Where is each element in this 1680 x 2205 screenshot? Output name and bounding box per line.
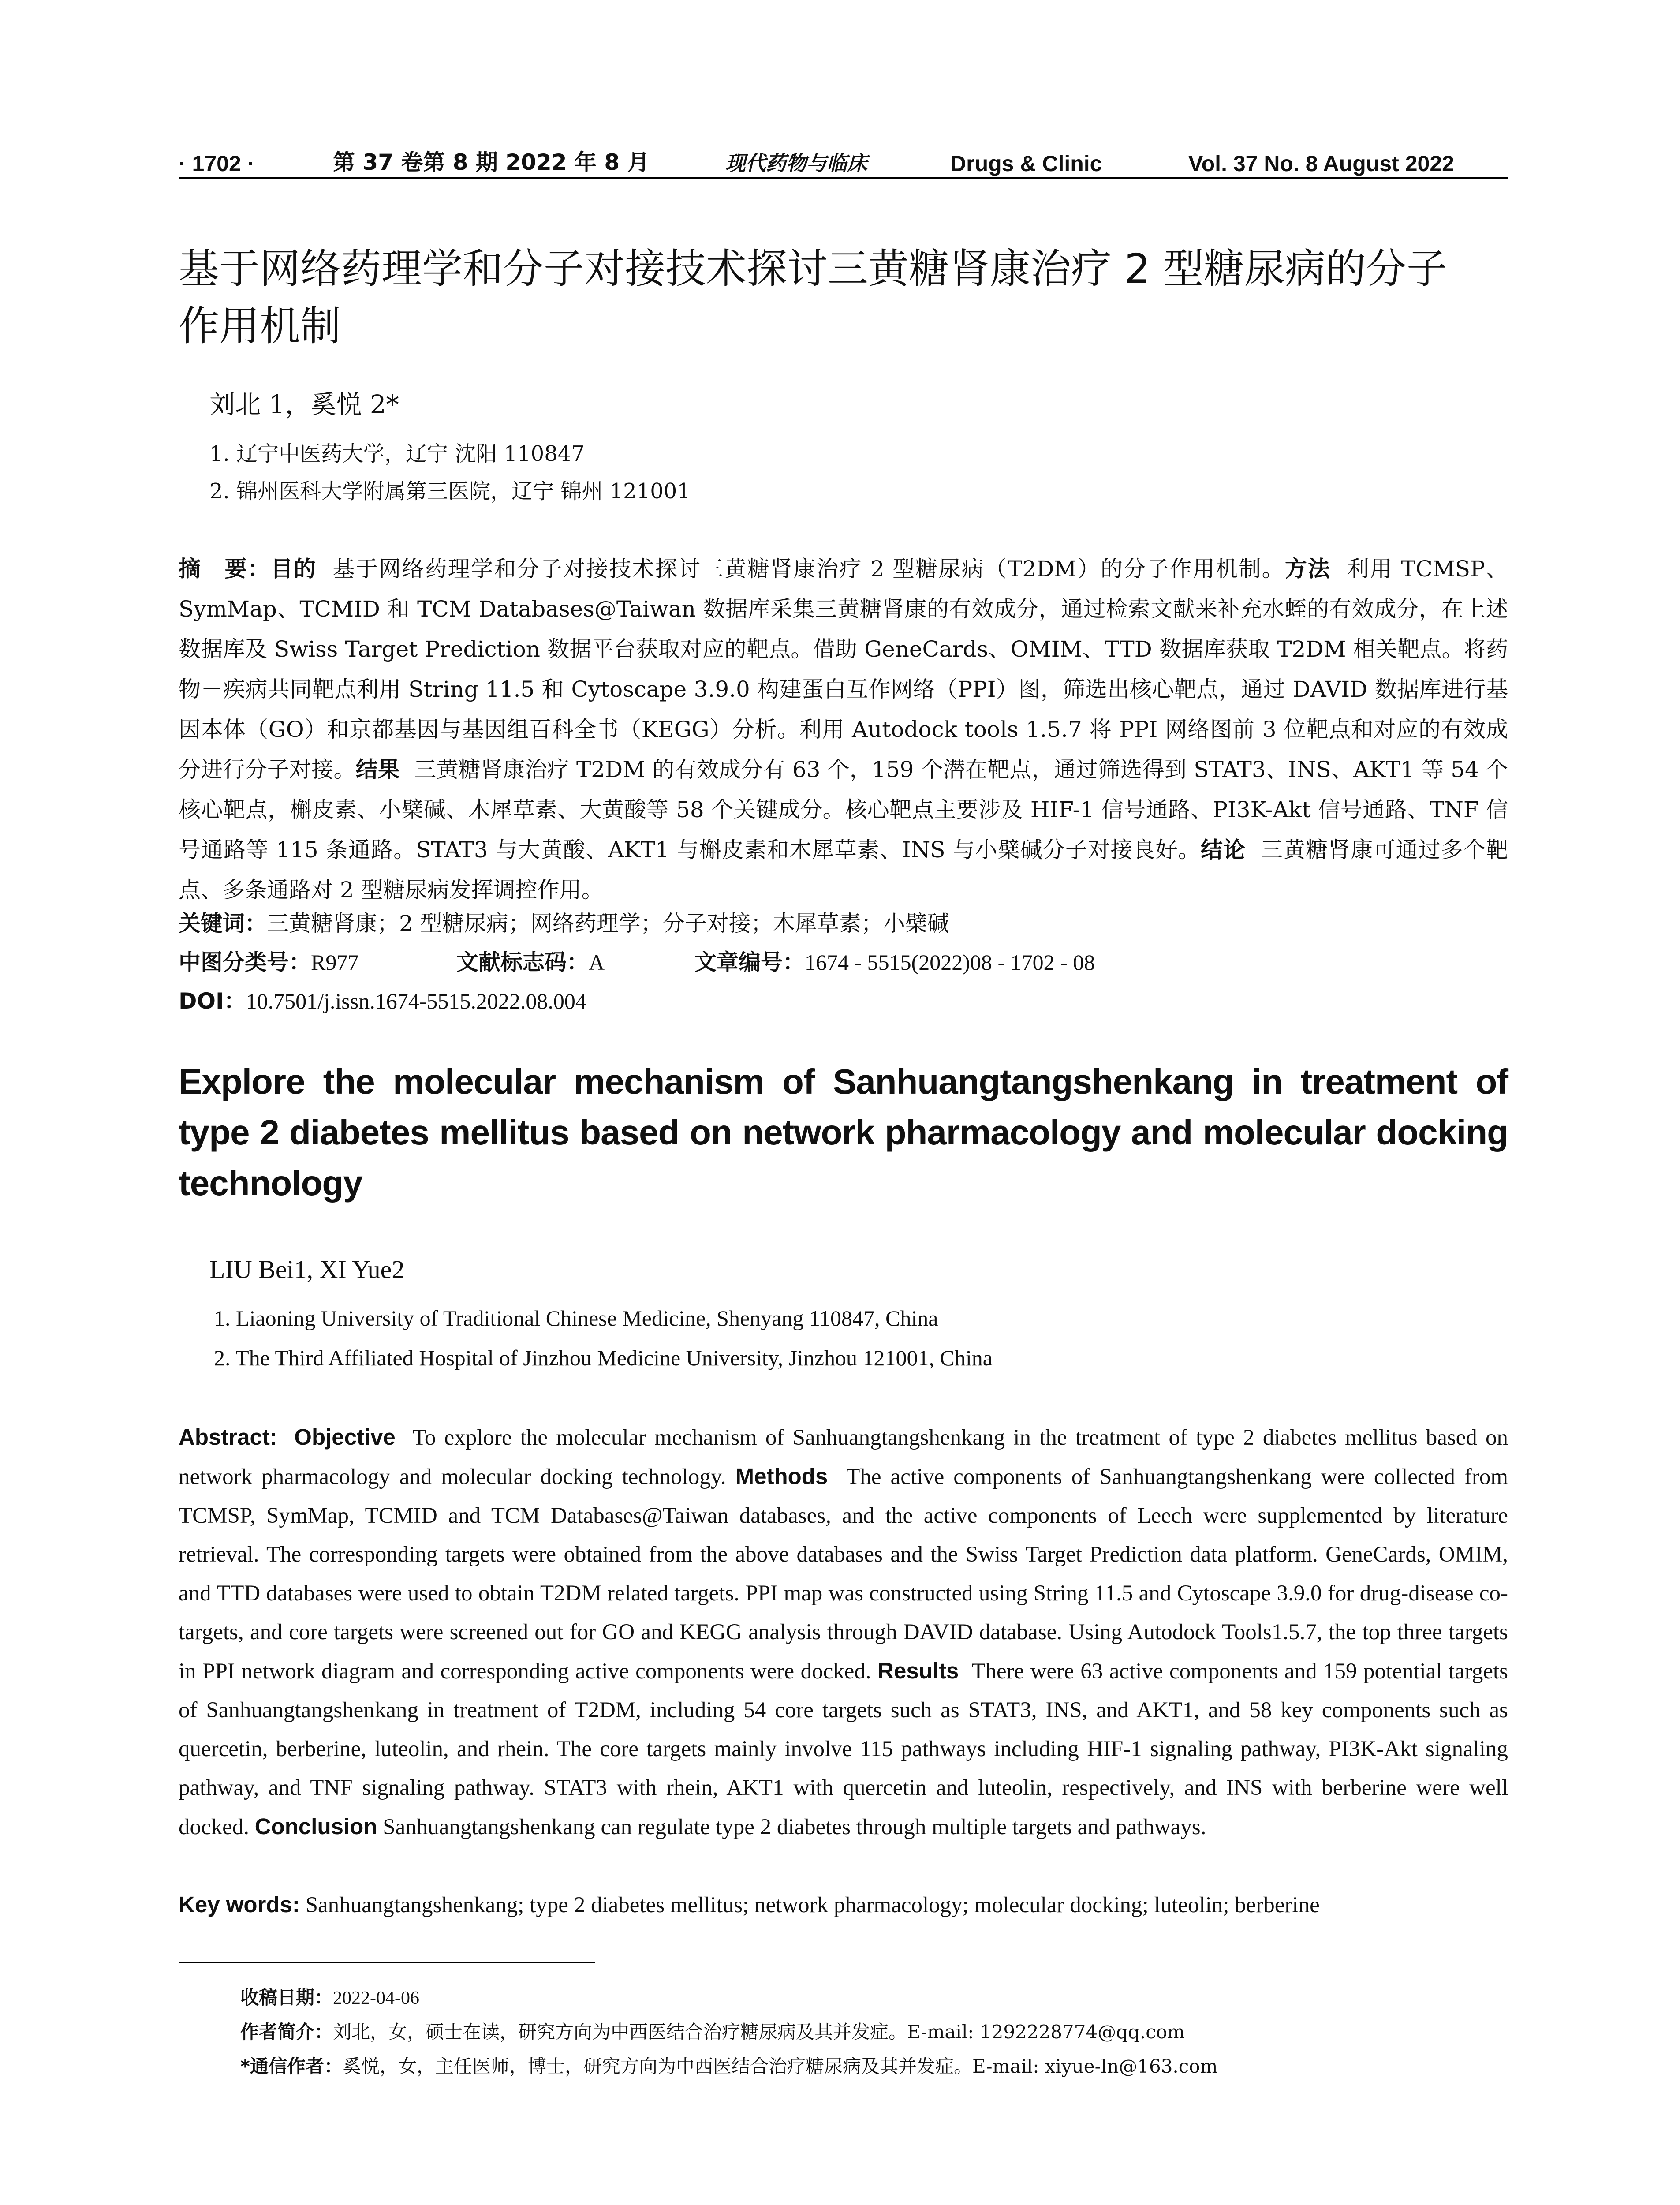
article-title-cn-line2: 作用机制 (179, 303, 341, 350)
methods-label-en: Methods (735, 1464, 828, 1489)
authors-en: LIU Bei1, XI Yue2 (209, 1255, 405, 1284)
authors-cn: 刘北 1，奚悦 2* (209, 389, 399, 419)
footnote-rule (179, 1962, 595, 1963)
header-rule (179, 177, 1508, 179)
clc-value: R977 (311, 950, 359, 975)
keywords-en (179, 1885, 1508, 1925)
affiliation-en-1: 1. Liaoning University of Traditional Chinese Medicine, Shenyang 110847, China (214, 1306, 938, 1330)
doc-code-value: A (589, 950, 605, 975)
keywords-cn (179, 904, 1508, 943)
conclusion-label-cn: 结论 (1200, 837, 1246, 863)
running-header (179, 137, 1508, 176)
methods-text-en: The active components of Sanhuangtangshenkang were collected from TCMSP, SymMap, TCMID and TCM Databases@Taiwan databases, and the active components of Leech were supplemented by literature retrieval. The corresponding targets were obtained from the above databases and the Swiss Target Prediction data platform. GeneCards, OMIM, and TTD databases were used to obtain T2DM related targets. PPI map was constructed using String 11.5 and Cytoscape 3.9.0 for drug-disease co-targets, and core targets were screened out for GO and KEGG analysis through DAVID database. Using Autodock Tools1.5.7, the top three targets in PPI network diagram and corresponding active components were docked. (179, 1465, 1508, 1684)
classification-row (179, 943, 1508, 982)
results-label-cn: 结果 (355, 757, 400, 782)
objective-text-cn: 基于网络药理学和分子对接技术探讨三黄糖肾康治疗 2 型糖尿病（T2DM）的分子作用机制。 (332, 556, 1285, 582)
journal-name-cn: 现代药物与临床 (725, 151, 867, 175)
footnote-received (240, 1984, 419, 2011)
received-label: 收稿日期： (240, 1987, 333, 2008)
conclusion-text-cn: 三黄糖肾康可通过多个靶点、多条通路对 2 型糖尿病发挥调控作用。 (179, 837, 1508, 903)
author-bio-value: 刘北，女，硕士在读，研究方向为中西医结合治疗糖尿病及其并发症。E-mail: 1292228774@qq.com (333, 2021, 1185, 2043)
page-number: · 1702 · (179, 151, 255, 176)
results-text-en: There were 63 active components and 159 potential targets of Sanhuangtangshenkang in treatment of T2DM, including 54 core targets such as STAT3, INS, and AKT1, and 58 key components such as quercetin, berberine, luteolin, and rhein. The core targets mainly involve 115 pathways including HIF-1 signaling pathway, PI3K-Akt signaling pathway, and TNF signaling pathway. STAT3 with rhein, AKT1 with quercetin and luteolin, respectively, and INS with berberine were well docked. (179, 1659, 1508, 1839)
results-label-en: Results (877, 1658, 959, 1683)
footnote-corresponding (240, 2053, 1217, 2080)
methods-text-cn: 利用 TCMSP、SymMap、TCMID 和 TCM Databases@Taiwan 数据库采集三黄糖肾康的有效成分，通过检索文献来补充水蛭的有效成分，在上述数据库及 Swiss Target Prediction 数据平台获取对应的靶点。借助 GeneCards、OMIM、TTD 数据库获取 T2DM 相关靶点。将药物－疾病共同靶点利用 String 11.5 和 Cytoscape 3.9.0 构建蛋白互作网络（PPI）图，筛选出核心靶点，通过 DAVID 数据库进行基因本体（GO）和京都基因与基因组百科全书（KEGG）分析。利用 Autodock tools 1.5.7 将 PPI 网络图前 3 位靶点和对应的有效成分进行分子对接。 (179, 556, 1508, 782)
journal-name-en: Drugs & Clinic (950, 151, 1102, 176)
corresponding-value: 奚悦，女，主任医师，博士，研究方向为中西医结合治疗糖尿病及其并发症。E-mail: xiyue-ln@163.com (342, 2056, 1218, 2077)
keywords-text-en: Sanhuangtangshenkang; type 2 diabetes mellitus; network pharmacology; molecular docking; luteolin; berberine (305, 1893, 1320, 1917)
journal-page (179, 0, 1508, 2205)
affiliation-cn-2: 2. 锦州医科大学附属第三医院，辽宁 锦州 121001 (209, 479, 691, 504)
objective-label-cn: 目的 (270, 556, 317, 582)
received-value: 2022-04-06 (333, 1988, 419, 2008)
affiliation-en-2: 2. The Third Affiliated Hospital of Jinzhou Medicine University, Jinzhou 121001, China (214, 1345, 993, 1370)
results-text-cn: 三黄糖肾康治疗 T2DM 的有效成分有 63 个，159 个潜在靶点，通过筛选得到 STAT3、INS、AKT1 等 54 个核心靶点，槲皮素、小檗碱、木犀草素、大黄酸等 58 个关键成分。核心靶点主要涉及 HIF-1 信号通路、PI3K-Akt 信号通路、TNF 信号通路等 115 条通路。STAT3 与大黄酸、AKT1 与槲皮素和木犀草素、INS 与小檗碱分子对接良好。 (179, 757, 1508, 863)
doi-value: 10.7501/j.issn.1674-5515.2022.08.004 (246, 989, 586, 1013)
objective-text-en: To explore the molecular mechanism of Sanhuangtangshenkang in the treatment of type 2 diabetes mellitus based on network pharmacology and molecular docking technology. (179, 1425, 1508, 1489)
author-bio-label: 作者简介： (240, 2021, 333, 2043)
clc-label: 中图分类号： (179, 949, 311, 975)
keywords-label-cn: 关键词： (179, 911, 267, 936)
volume-issue-en: Vol. 37 No. 8 August 2022 (1188, 151, 1454, 176)
article-title-en: Explore the molecular mechanism of Sanhuangtangshenkang in treatment of type 2 diabetes mellitus based on network pharmacology and molecular docking technology (179, 1062, 1508, 1203)
doi-row (179, 982, 1508, 1020)
article-number-value: 1674 - 5515(2022)08 - 1702 - 08 (805, 950, 1095, 975)
footnote-author-bio (240, 2019, 1185, 2045)
abstract-label-en: Abstract: (179, 1424, 277, 1450)
conclusion-text-en: Sanhuangtangshenkang can regulate type 2 diabetes through multiple targets and pathways. (383, 1815, 1206, 1839)
abstract-cn (179, 549, 1508, 910)
abstract-en (179, 1418, 1508, 1846)
keywords-label-en: Key words: (179, 1892, 300, 1917)
corresponding-label: *通信作者： (240, 2056, 343, 2077)
affiliation-cn-1: 1. 辽宁中医药大学，辽宁 沈阳 110847 (209, 441, 585, 466)
article-title-cn-line1: 基于网络药理学和分子对接技术探讨三黄糖肾康治疗 2 型糖尿病的分子 (179, 245, 1448, 292)
abstract-label-cn: 摘 要： (179, 556, 271, 582)
article-number-label: 文章编号： (694, 949, 805, 975)
volume-issue-cn: 第 37 卷第 8 期 2022 年 8 月 (333, 149, 650, 175)
methods-label-cn: 方法 (1284, 556, 1331, 582)
article-title-cn (179, 240, 1508, 355)
objective-label-en: Objective (294, 1424, 396, 1450)
keywords-text-cn: 三黄糖肾康；2 型糖尿病；网络药理学；分子对接；木犀草素；小檗碱 (267, 911, 949, 936)
doi-label: DOI： (179, 988, 246, 1014)
doc-code-label: 文献标志码： (456, 949, 589, 975)
conclusion-label-en: Conclusion (254, 1814, 377, 1839)
